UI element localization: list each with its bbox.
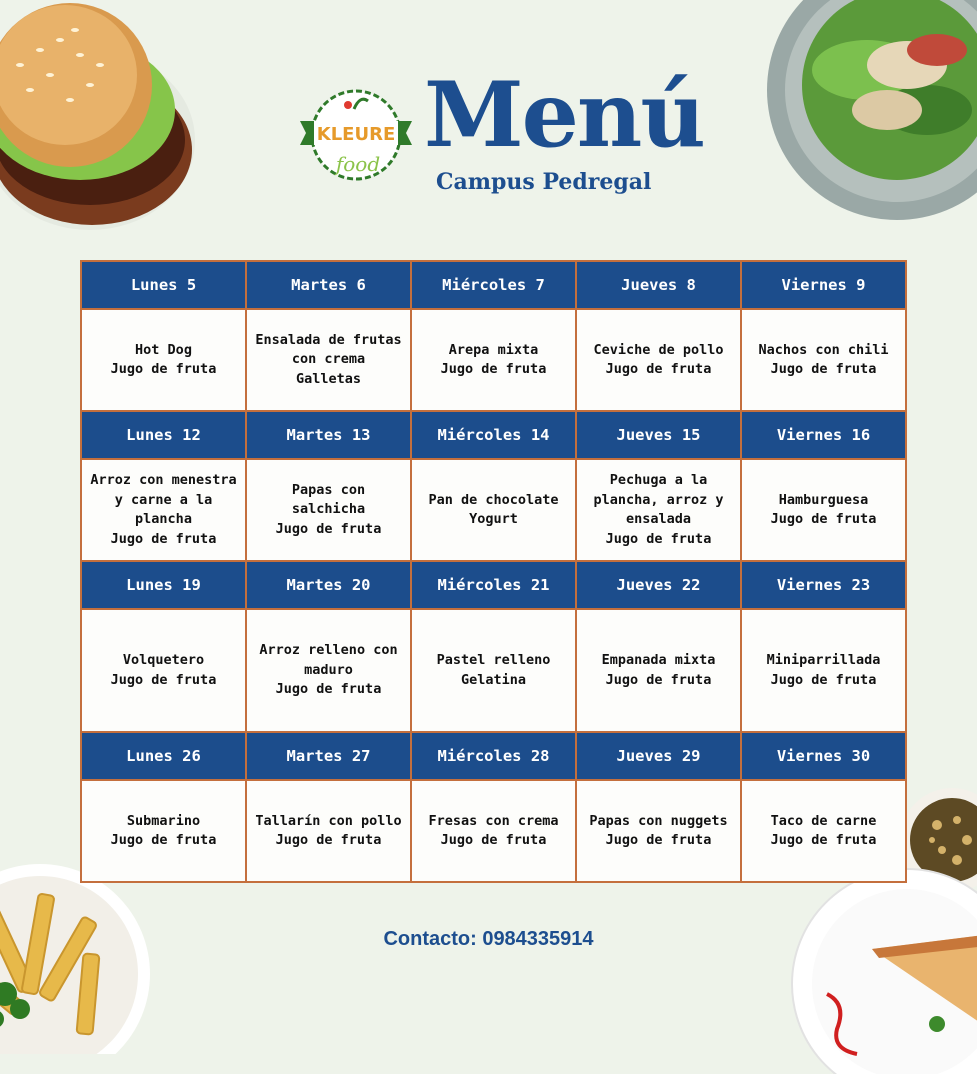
meal-item: Hot Dog (135, 341, 192, 358)
week-2-days-row (81, 411, 906, 459)
meal-item: Tallarín con pollo (255, 812, 402, 829)
meal-cell (741, 780, 906, 882)
meal-item: Jugo de fruta (605, 832, 712, 848)
meal-item: Pastel relleno (436, 652, 551, 668)
day-header: Martes 13 (246, 411, 411, 459)
day-header: Lunes 26 (81, 732, 246, 780)
meal-item: Jugo de fruta (440, 832, 547, 848)
meal-item: Hamburguesa (778, 491, 869, 508)
meal-cell (246, 609, 411, 732)
meal-item: Yogurt (469, 511, 518, 527)
meal-cell (81, 609, 246, 732)
meal-item: Jugo de fruta (770, 671, 877, 688)
day-header: Lunes 5 (81, 261, 246, 309)
salad-plate-image (757, 0, 977, 250)
meal-item: Jugo de fruta (605, 671, 712, 688)
meal-item: Papas con nuggets (589, 812, 728, 829)
day-header: Viernes 9 (741, 261, 906, 309)
day-header: Martes 6 (246, 261, 411, 309)
contact-info: Contacto: 0984335914 (383, 928, 594, 950)
meal-item: Jugo de fruta (110, 671, 217, 688)
meal-item: Jugo de fruta (770, 832, 877, 848)
meal-cell (576, 780, 741, 882)
menu-title: Menú (424, 62, 704, 168)
meal-item: Gelatina (460, 671, 527, 688)
day-header: Jueves 15 (576, 411, 741, 459)
meal-item: Jugo de fruta (275, 832, 382, 848)
meal-item: Ceviche de pollo (593, 341, 724, 358)
meal-cell (576, 459, 741, 561)
meal-item: Jugo de fruta (605, 530, 712, 547)
day-header: Miércoles 28 (411, 732, 576, 780)
meal-item: Jugo de fruta (605, 361, 712, 377)
day-header: Jueves 29 (576, 732, 741, 780)
meal-cell (81, 780, 246, 882)
weekly-menu-table (80, 260, 907, 883)
meal-item: Jugo de fruta (770, 511, 877, 527)
meal-cell (246, 780, 411, 882)
svg-text:food: food (335, 152, 381, 176)
campus-subtitle: Campus Pedregal (436, 169, 652, 195)
day-header: Lunes 12 (81, 411, 246, 459)
week-3-days-row (81, 561, 906, 609)
day-header: Martes 27 (246, 732, 411, 780)
meal-cell (411, 780, 576, 882)
meal-cell (81, 459, 246, 561)
meal-item: Taco de carne (770, 812, 877, 829)
meal-cell (411, 459, 576, 561)
meal-cell (411, 309, 576, 411)
meal-item: Arepa mixta (448, 341, 539, 358)
burger-image (0, 0, 200, 240)
day-header: Lunes 19 (81, 561, 246, 609)
meal-cell (576, 609, 741, 732)
meal-cell (741, 459, 906, 561)
day-header: Miércoles 21 (411, 561, 576, 609)
day-header: Viernes 23 (741, 561, 906, 609)
meal-item: Pan de chocolate (428, 491, 559, 508)
meal-item: Nachos con chili Jugo de fruta (758, 341, 889, 377)
day-header: Jueves 8 (576, 261, 741, 309)
day-header: Viernes 30 (741, 732, 906, 780)
week-2-meals-row (81, 459, 906, 561)
day-header: Miércoles 14 (411, 411, 576, 459)
meal-item: Arroz con menestra y carne a la plancha (90, 472, 237, 527)
meal-item: Jugo de fruta (110, 361, 217, 377)
meal-item: Miniparrillada (766, 652, 881, 668)
week-4-days-row (81, 732, 906, 780)
meal-item: Papas con salchicha (291, 481, 366, 518)
meal-item: Jugo de fruta (275, 520, 382, 537)
meal-cell (246, 459, 411, 561)
meal-item: Empanada mixta (601, 652, 716, 668)
meal-item: Galletas (295, 370, 362, 387)
meal-cell (246, 309, 411, 411)
meal-cell (741, 309, 906, 411)
meal-cell (576, 309, 741, 411)
week-4-meals-row (81, 780, 906, 882)
meal-item: Fresas con crema (428, 812, 559, 829)
week-1-days-row (81, 261, 906, 309)
day-header: Martes 20 (246, 561, 411, 609)
day-header: Jueves 22 (576, 561, 741, 609)
meal-item: Volquetero (122, 652, 205, 668)
cake-plate-image (787, 854, 977, 1074)
meal-item: Ensalada de frutas con crema (255, 331, 402, 368)
meal-item: Arroz relleno con maduro (259, 642, 398, 678)
svg-text:KLEURE: KLEURE (316, 124, 396, 145)
week-3-meals-row (81, 609, 906, 732)
meal-cell (741, 609, 906, 732)
meal-item: Jugo de fruta (440, 361, 547, 377)
day-header: Viernes 16 (741, 411, 906, 459)
meal-item: Submarino (126, 812, 201, 829)
week-1-meals-row (81, 309, 906, 411)
meal-item: Jugo de fruta (110, 530, 217, 547)
day-header: Miércoles 7 (411, 261, 576, 309)
meal-item: Jugo de fruta (275, 681, 382, 698)
kleure-food-logo (300, 83, 412, 183)
meal-item: Pechuga a la plancha, arroz y ensalada (593, 472, 724, 527)
meal-cell (81, 309, 246, 411)
meal-cell (411, 609, 576, 732)
meal-item: Jugo de fruta (110, 832, 217, 848)
